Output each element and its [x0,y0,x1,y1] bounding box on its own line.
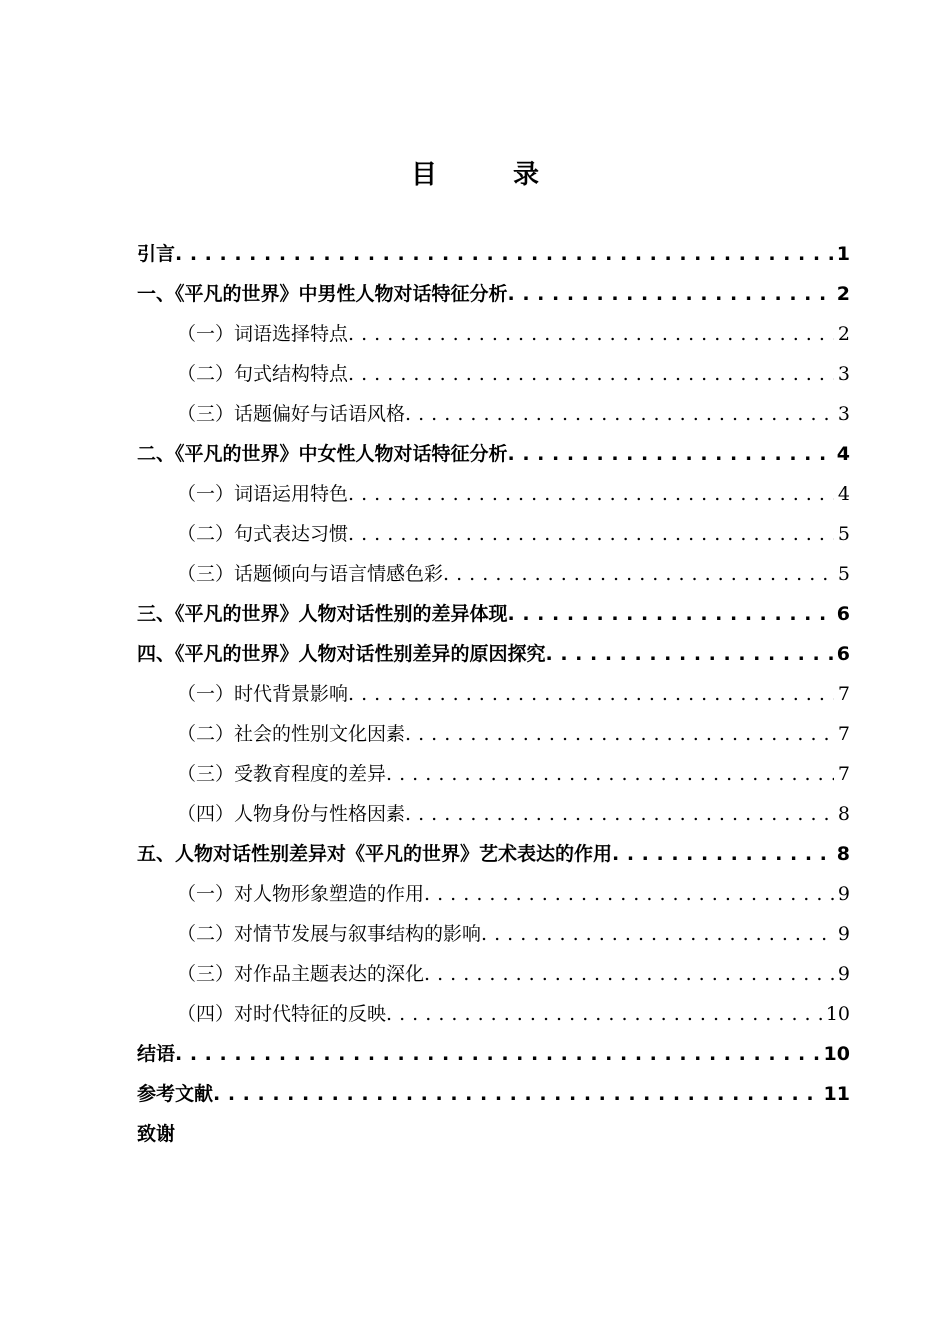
table-of-contents [137,234,850,1154]
toc-entry-label: （二）句式结构特点 [177,363,349,385]
toc-entry-label: （四）人物身份与性格因素 [177,803,406,825]
toc-dot-leader [424,874,834,914]
toc-dot-leader [386,754,834,794]
toc-entry-label: （四）对时代特征的反映 [177,1003,387,1025]
page-title-char-2: 录 [513,160,540,190]
toc-entry-label: 一、《平凡的世界》中男性人物对话特征分析 [137,283,508,305]
toc-dot-leader [348,514,834,554]
toc-entry-label: （一）时代背景影响 [177,683,349,705]
toc-page-number: 2 [833,274,850,314]
toc-page-number: 2 [834,314,850,354]
toc-section-entry[interactable] [137,674,850,714]
toc-page-number: 9 [834,954,850,994]
toc-entry-label: 五、人物对话性别差异对《平凡的世界》艺术表达的作用 [137,843,613,865]
toc-dot-leader [213,1074,820,1114]
page-title-char-1: 目 [410,160,437,190]
toc-chapter-entry[interactable] [137,1074,850,1114]
toc-chapter-entry[interactable] [137,834,850,874]
toc-page-number: 8 [834,794,850,834]
toc-dot-leader [508,594,833,634]
toc-entry-label: 参考文献 [137,1083,214,1105]
toc-entry-label: （二）句式表达习惯 [177,523,349,545]
toc-section-entry[interactable] [137,554,850,594]
toc-dot-leader [175,234,833,274]
toc-section-entry[interactable] [137,514,850,554]
toc-chapter-entry[interactable] [137,274,850,314]
toc-page-number: 3 [834,354,850,394]
toc-entry-label: 结语 [137,1043,176,1065]
toc-dot-leader [405,394,834,434]
toc-section-entry[interactable] [137,314,850,354]
toc-page-number: 11 [820,1074,850,1114]
toc-chapter-entry[interactable] [137,634,850,674]
toc-page-number: 4 [834,474,850,514]
toc-entry-label: （一）词语选择特点 [177,323,349,345]
toc-section-entry[interactable] [137,754,850,794]
toc-entry-label: （二）对情节发展与叙事结构的影响 [177,923,482,945]
toc-section-entry[interactable] [137,874,850,914]
toc-page-number: 10 [822,994,850,1034]
toc-page-number: 8 [833,834,850,874]
toc-chapter-entry[interactable] [137,1034,850,1074]
toc-chapter-entry[interactable] [137,594,850,634]
toc-dot-leader [443,554,834,594]
toc-page-number: 9 [834,874,850,914]
toc-section-entry[interactable] [137,794,850,834]
toc-page-number: 10 [820,1034,850,1074]
toc-dot-leader [348,474,834,514]
toc-page-number: 7 [834,754,850,794]
toc-entry-label: （三）受教育程度的差异 [177,763,387,785]
toc-entry-label: （二）社会的性别文化因素 [177,723,406,745]
page-title [0,155,950,195]
toc-dot-leader [386,994,822,1034]
toc-entry-label: 二、《平凡的世界》中女性人物对话特征分析 [137,443,508,465]
toc-page-number: 3 [834,394,850,434]
toc-section-entry[interactable] [137,954,850,994]
toc-entry-label: （三）对作品主题表达的深化 [177,963,425,985]
toc-section-entry[interactable] [137,354,850,394]
toc-section-entry[interactable] [137,394,850,434]
toc-dot-leader [405,794,834,834]
toc-entry-label: 四、《平凡的世界》人物对话性别差异的原因探究 [137,643,546,665]
toc-entry-label: （一）词语运用特色 [177,483,349,505]
toc-section-entry[interactable] [137,914,850,954]
toc-dot-leader [508,274,833,314]
toc-chapter-entry[interactable] [137,234,850,274]
toc-dot-leader [405,714,834,754]
toc-chapter-entry[interactable] [137,434,850,474]
toc-page-number: 1 [833,234,850,274]
toc-dot-leader [508,434,833,474]
toc-dot-leader [424,954,834,994]
toc-page-number: 5 [834,514,850,554]
toc-page-number: 6 [833,634,850,674]
toc-entry-label: 致谢 [137,1123,176,1145]
toc-page-number: 4 [833,434,850,474]
toc-section-entry[interactable] [137,474,850,514]
toc-dot-leader [612,834,833,874]
toc-chapter-entry[interactable] [137,1114,850,1154]
toc-dot-leader [348,354,834,394]
toc-page-number: 9 [834,914,850,954]
toc-entry-label: 三、《平凡的世界》人物对话性别的差异体现 [137,603,508,625]
toc-entry-label: 引言 [137,243,176,265]
toc-dot-leader [348,674,834,714]
toc-page-number: 5 [834,554,850,594]
toc-section-entry[interactable] [137,994,850,1034]
toc-dot-leader [481,914,834,954]
toc-entry-label: （三）话题偏好与话语风格 [177,403,406,425]
toc-dot-leader [348,314,834,354]
toc-entry-label: （一）对人物形象塑造的作用 [177,883,425,905]
toc-page-number: 6 [833,594,850,634]
toc-dot-leader [546,634,833,674]
toc-entry-label: （三）话题倾向与语言情感色彩 [177,563,444,585]
toc-dot-leader [175,1034,820,1074]
toc-section-entry[interactable] [137,714,850,754]
toc-page-number: 7 [834,714,850,754]
toc-page-number: 7 [834,674,850,714]
